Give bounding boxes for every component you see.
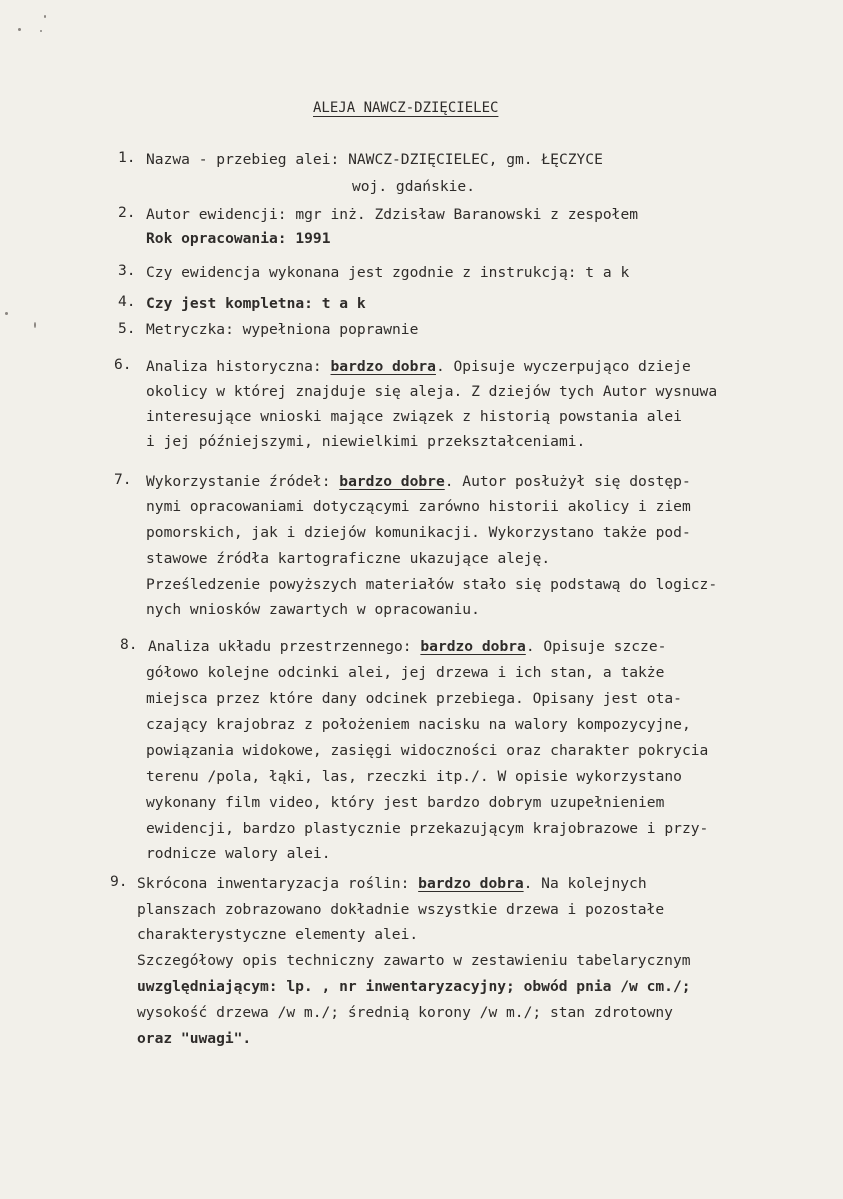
item-lead: Skrócona inwentaryzacja roślin: xyxy=(137,875,419,892)
document-title: ALEJA NAWCZ-DZIĘCIELEC xyxy=(313,100,499,116)
item-line: czający krajobraz z położeniem nacisku na walory kompozycyjne, xyxy=(146,716,691,733)
margin-speck xyxy=(40,30,42,32)
margin-speck xyxy=(34,322,36,328)
item-number: 8. xyxy=(120,636,138,653)
item-lead-rest: . Opisuje wyczerpująco dzieje xyxy=(435,358,691,375)
item-line: Prześledzenie powyższych materiałów stało się podstawą do logicz- xyxy=(146,576,718,593)
item-line: Rok opracowania: 1991 xyxy=(146,230,331,247)
item-line: rodnicze walory alei. xyxy=(146,845,331,862)
item-line: powiązania widokowe, zasięgi widoczności oraz charakter pokrycia xyxy=(146,742,709,759)
item-number: 7. xyxy=(114,471,132,488)
item-line: i jej późniejszymi, niewielkimi przekształceniami. xyxy=(146,433,586,450)
item-lead-rest: . Autor posłużył się dostęp- xyxy=(444,473,691,490)
item-number: 5. xyxy=(118,320,136,337)
item-lead-line xyxy=(146,358,691,376)
grade-text: bardzo dobra xyxy=(418,875,524,892)
item-line: Szczegółowy opis techniczny zawarto w zestawieniu tabelarycznym xyxy=(137,952,691,969)
item-line: pomorskich, jak i dziejów komunikacji. Wykorzystano także pod- xyxy=(146,524,691,541)
item-line: Czy ewidencja wykonana jest zgodnie z instrukcją: t a k xyxy=(146,264,630,281)
item-line: okolicy w której znajduje się aleja. Z dziejów tych Autor wysnuwa xyxy=(146,383,718,400)
item-line: Nazwa - przebieg alei: NAWCZ-DZIĘCIELEC, gm. ŁĘCZYCE xyxy=(146,151,603,168)
item-line: gółowo kolejne odcinki alei, jej drzewa i ich stan, a także xyxy=(146,664,665,681)
item-line: ewidencji, bardzo plastycznie przekazującym krajobrazowe i przy- xyxy=(146,820,709,837)
item-line: planszach zobrazowano dokładnie wszystkie drzewa i pozostałe xyxy=(137,901,665,918)
item-lead-line xyxy=(146,473,691,491)
item-line: oraz "uwagi". xyxy=(137,1030,252,1047)
item-line: miejsca przez które dany odcinek przebiega. Opisany jest ota- xyxy=(146,690,682,707)
item-number: 4. xyxy=(118,293,136,310)
item-lead-rest: . Na kolejnych xyxy=(523,875,647,892)
item-line: nymi opracowaniami dotyczącymi zarówno historii akolicy i ziem xyxy=(146,498,691,515)
item-lead-line xyxy=(148,638,666,656)
item-line: Czy jest kompletna: t a k xyxy=(146,295,366,312)
item-number: 6. xyxy=(114,356,132,373)
item-lead: Wykorzystanie źródeł: xyxy=(146,473,340,490)
item-number: 1. xyxy=(118,149,136,166)
grade-text: bardzo dobra xyxy=(330,358,436,375)
item-line: terenu /pola, łąki, las, rzeczki itp./. W opisie wykorzystano xyxy=(146,768,682,785)
item-line: nych wniosków zawartych w opracowaniu. xyxy=(146,601,480,618)
item-lead-rest: . Opisuje szcze- xyxy=(525,638,667,655)
item-line: stawowe źródła kartograficzne ukazujące aleję. xyxy=(146,550,551,567)
item-line: woj. gdańskie. xyxy=(352,178,476,195)
item-line: Metryczka: wypełniona poprawnie xyxy=(146,321,419,338)
item-line: charakterystyczne elementy alei. xyxy=(137,926,419,943)
margin-speck xyxy=(5,312,8,315)
item-line: wysokość drzewa /w m./; średnią korony /w m./; stan zdrotowny xyxy=(137,1004,673,1021)
grade-text: bardzo dobra xyxy=(420,638,526,655)
margin-speck xyxy=(18,28,21,31)
item-number: 2. xyxy=(118,204,136,221)
item-lead-line xyxy=(137,875,647,893)
grade-text: bardzo dobre xyxy=(339,473,445,490)
item-lead: Analiza historyczna: xyxy=(146,358,331,375)
item-number: 9. xyxy=(110,873,128,890)
item-number: 3. xyxy=(118,262,136,279)
item-line: Autor ewidencji: mgr inż. Zdzisław Baranowski z zespołem xyxy=(146,206,639,223)
item-lead: Analiza układu przestrzennego: xyxy=(148,638,421,655)
item-line: interesujące wnioski mające związek z historią powstania alei xyxy=(146,408,682,425)
item-line: wykonany film video, który jest bardzo dobrym uzupełnieniem xyxy=(146,794,665,811)
margin-speck xyxy=(44,15,46,18)
item-line: uwzględniającym: lp. , nr inwentaryzacyjny; obwód pnia /w cm./; xyxy=(137,978,691,995)
